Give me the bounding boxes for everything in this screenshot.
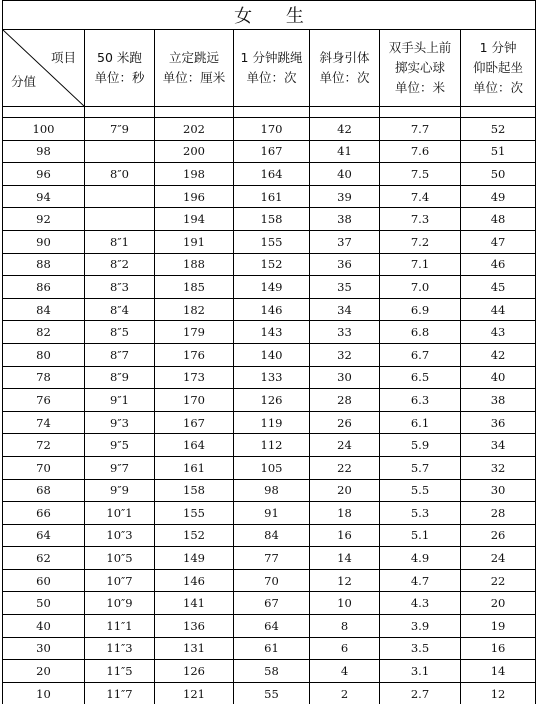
col-header-line: 仰卧起坐	[473, 60, 524, 75]
value-cell: 179	[155, 321, 234, 344]
col-header-line: 1 分钟跳绳	[240, 50, 303, 65]
value-cell: 3.5	[380, 637, 461, 660]
score-cell: 30	[3, 637, 85, 660]
value-cell: 52	[461, 118, 536, 141]
value-cell: 7.4	[380, 185, 461, 208]
value-cell: 26	[461, 524, 536, 547]
value-cell: 51	[461, 140, 536, 163]
value-cell: 67	[234, 592, 310, 615]
value-cell: 167	[155, 411, 234, 434]
table-row	[3, 276, 536, 299]
value-cell: 6.7	[380, 343, 461, 366]
col-header-unit: 单位：次	[246, 70, 297, 85]
value-cell: 14	[461, 660, 536, 683]
table-row	[3, 592, 536, 615]
value-cell: 32	[461, 456, 536, 479]
col-header-line: 立定跳远	[168, 50, 219, 65]
table-row	[3, 343, 536, 366]
col-header-unit: 单位：秒	[94, 70, 145, 85]
value-cell: 30	[310, 366, 380, 389]
value-cell: 8″9	[85, 366, 155, 389]
value-cell: 28	[461, 502, 536, 525]
score-cell: 70	[3, 456, 85, 479]
col-header-line: 双手头上前	[388, 40, 452, 55]
col-header-unit: 单位：米	[394, 80, 445, 95]
value-cell: 6.9	[380, 298, 461, 321]
value-cell: 9″3	[85, 411, 155, 434]
value-cell: 2	[310, 682, 380, 704]
value-cell: 10″1	[85, 502, 155, 525]
score-cell: 96	[3, 163, 85, 186]
value-cell: 30	[461, 479, 536, 502]
value-cell: 18	[310, 502, 380, 525]
value-cell: 141	[155, 592, 234, 615]
value-cell: 8″2	[85, 253, 155, 276]
table-row	[3, 502, 536, 525]
spacer-row	[3, 107, 536, 118]
value-cell	[85, 208, 155, 231]
value-cell: 9″1	[85, 389, 155, 412]
value-cell: 20	[461, 592, 536, 615]
value-cell: 20	[310, 479, 380, 502]
value-cell: 34	[310, 298, 380, 321]
value-cell: 39	[310, 185, 380, 208]
col-header-unit: 单位：次	[319, 70, 370, 85]
value-cell: 58	[234, 660, 310, 683]
value-cell: 161	[155, 456, 234, 479]
diagonal-line	[3, 30, 84, 106]
table-row	[3, 524, 536, 547]
value-cell: 8″3	[85, 276, 155, 299]
value-cell: 164	[234, 163, 310, 186]
value-cell: 11″1	[85, 615, 155, 638]
value-cell	[85, 140, 155, 163]
score-cell: 40	[3, 615, 85, 638]
value-cell: 4.9	[380, 547, 461, 570]
value-cell: 40	[461, 366, 536, 389]
value-cell: 7.7	[380, 118, 461, 141]
spacer-cell	[3, 107, 85, 118]
table-row	[3, 660, 536, 683]
score-cell: 60	[3, 569, 85, 592]
value-cell: 11″5	[85, 660, 155, 683]
value-cell: 8	[310, 615, 380, 638]
col-header-50m	[85, 30, 155, 107]
value-cell: 22	[461, 569, 536, 592]
value-cell: 10″9	[85, 592, 155, 615]
value-cell: 10	[310, 592, 380, 615]
value-cell: 10″3	[85, 524, 155, 547]
value-cell: 196	[155, 185, 234, 208]
table-row	[3, 230, 536, 253]
value-cell: 24	[310, 434, 380, 457]
col-header-incline-pullup	[310, 30, 380, 107]
value-cell: 6.1	[380, 411, 461, 434]
value-cell: 194	[155, 208, 234, 231]
value-cell: 131	[155, 637, 234, 660]
value-cell: 5.5	[380, 479, 461, 502]
col-header-unit: 单位：厘米	[162, 70, 226, 85]
table-row	[3, 411, 536, 434]
value-cell: 7.3	[380, 208, 461, 231]
value-cell: 61	[234, 637, 310, 660]
value-cell: 4.7	[380, 569, 461, 592]
value-cell: 185	[155, 276, 234, 299]
spacer-cell	[155, 107, 234, 118]
value-cell: 149	[234, 276, 310, 299]
table-row	[3, 434, 536, 457]
score-cell: 98	[3, 140, 85, 163]
score-cell: 66	[3, 502, 85, 525]
value-cell: 149	[155, 547, 234, 570]
value-cell: 38	[310, 208, 380, 231]
value-cell: 98	[234, 479, 310, 502]
value-cell: 70	[234, 569, 310, 592]
value-cell: 158	[234, 208, 310, 231]
table-row	[3, 456, 536, 479]
value-cell: 143	[234, 321, 310, 344]
value-cell: 28	[310, 389, 380, 412]
value-cell: 34	[461, 434, 536, 457]
table-title	[3, 1, 536, 30]
value-cell: 8″4	[85, 298, 155, 321]
value-cell: 7.6	[380, 140, 461, 163]
col-header-line: 斜身引体	[319, 50, 370, 65]
value-cell: 44	[461, 298, 536, 321]
value-cell: 6.3	[380, 389, 461, 412]
col-header-situps	[461, 30, 536, 107]
value-cell: 35	[310, 276, 380, 299]
value-cell: 50	[461, 163, 536, 186]
table-row	[3, 682, 536, 704]
col-header-ball-throw	[380, 30, 461, 107]
score-cell: 92	[3, 208, 85, 231]
value-cell: 133	[234, 366, 310, 389]
score-cell: 84	[3, 298, 85, 321]
table-body	[3, 118, 536, 705]
table-row	[3, 479, 536, 502]
score-cell: 50	[3, 592, 85, 615]
spacer-cell	[461, 107, 536, 118]
value-cell: 6.5	[380, 366, 461, 389]
score-cell: 72	[3, 434, 85, 457]
col-header-long-jump	[155, 30, 234, 107]
value-cell: 91	[234, 502, 310, 525]
value-cell: 4	[310, 660, 380, 683]
value-cell: 200	[155, 140, 234, 163]
score-cell: 82	[3, 321, 85, 344]
table-row	[3, 637, 536, 660]
value-cell: 16	[461, 637, 536, 660]
value-cell: 198	[155, 163, 234, 186]
value-cell: 126	[234, 389, 310, 412]
value-cell: 49	[461, 185, 536, 208]
value-cell: 24	[461, 547, 536, 570]
spacer-cell	[380, 107, 461, 118]
score-cell: 76	[3, 389, 85, 412]
value-cell: 202	[155, 118, 234, 141]
score-cell: 86	[3, 276, 85, 299]
value-cell: 170	[155, 389, 234, 412]
value-cell: 5.9	[380, 434, 461, 457]
value-cell: 36	[310, 253, 380, 276]
value-cell: 7.2	[380, 230, 461, 253]
spacer-cell	[234, 107, 310, 118]
score-cell: 88	[3, 253, 85, 276]
value-cell: 6	[310, 637, 380, 660]
table-row	[3, 615, 536, 638]
value-cell: 119	[234, 411, 310, 434]
value-cell: 2.7	[380, 682, 461, 704]
value-cell: 191	[155, 230, 234, 253]
value-cell: 173	[155, 366, 234, 389]
value-cell: 136	[155, 615, 234, 638]
score-cell: 68	[3, 479, 85, 502]
value-cell: 84	[234, 524, 310, 547]
value-cell: 3.1	[380, 660, 461, 683]
value-cell: 5.3	[380, 502, 461, 525]
score-cell: 62	[3, 547, 85, 570]
value-cell: 9″5	[85, 434, 155, 457]
value-cell: 126	[155, 660, 234, 683]
value-cell: 6.8	[380, 321, 461, 344]
value-cell: 7.1	[380, 253, 461, 276]
table-row	[3, 185, 536, 208]
value-cell: 36	[461, 411, 536, 434]
value-cell: 48	[461, 208, 536, 231]
table-row	[3, 366, 536, 389]
col-header-line: 1 分钟	[479, 40, 517, 55]
value-cell: 170	[234, 118, 310, 141]
corner-score-label: 分值	[11, 74, 37, 89]
score-cell: 80	[3, 343, 85, 366]
value-cell: 41	[310, 140, 380, 163]
value-cell: 14	[310, 547, 380, 570]
value-cell: 11″3	[85, 637, 155, 660]
table-row	[3, 253, 536, 276]
score-cell: 78	[3, 366, 85, 389]
corner-header	[3, 30, 85, 107]
value-cell: 47	[461, 230, 536, 253]
value-cell: 77	[234, 547, 310, 570]
value-cell: 9″7	[85, 456, 155, 479]
col-header-unit: 单位：次	[473, 80, 524, 95]
value-cell: 10″7	[85, 569, 155, 592]
value-cell: 155	[155, 502, 234, 525]
col-header-line: 掷实心球	[394, 60, 445, 75]
value-cell: 12	[461, 682, 536, 704]
value-cell: 12	[310, 569, 380, 592]
table-row	[3, 118, 536, 141]
value-cell: 105	[234, 456, 310, 479]
value-cell: 161	[234, 185, 310, 208]
table-row	[3, 389, 536, 412]
value-cell: 40	[310, 163, 380, 186]
table-row	[3, 163, 536, 186]
value-cell: 42	[461, 343, 536, 366]
value-cell: 5.1	[380, 524, 461, 547]
title-row	[3, 1, 536, 30]
value-cell: 38	[461, 389, 536, 412]
table-row	[3, 208, 536, 231]
value-cell: 5.7	[380, 456, 461, 479]
table-row	[3, 547, 536, 570]
value-cell: 152	[155, 524, 234, 547]
corner-item-label: 项目	[50, 50, 76, 65]
value-cell: 176	[155, 343, 234, 366]
col-header-line: 50 米跑	[97, 50, 142, 65]
header-row	[3, 30, 536, 107]
value-cell	[85, 185, 155, 208]
spacer-cell	[85, 107, 155, 118]
value-cell: 46	[461, 253, 536, 276]
value-cell: 8″1	[85, 230, 155, 253]
value-cell: 10″5	[85, 547, 155, 570]
value-cell: 8″0	[85, 163, 155, 186]
score-cell: 74	[3, 411, 85, 434]
value-cell: 9″9	[85, 479, 155, 502]
table-row	[3, 321, 536, 344]
value-cell: 7.0	[380, 276, 461, 299]
table-row	[3, 298, 536, 321]
value-cell: 7″9	[85, 118, 155, 141]
value-cell: 4.3	[380, 592, 461, 615]
value-cell: 146	[155, 569, 234, 592]
col-header-rope-skip	[234, 30, 310, 107]
value-cell: 37	[310, 230, 380, 253]
value-cell: 16	[310, 524, 380, 547]
value-cell: 11″7	[85, 682, 155, 704]
value-cell: 22	[310, 456, 380, 479]
score-cell: 10	[3, 682, 85, 704]
value-cell: 182	[155, 298, 234, 321]
value-cell: 43	[461, 321, 536, 344]
value-cell: 7.5	[380, 163, 461, 186]
table-title-text: 女 生	[234, 6, 318, 27]
value-cell: 3.9	[380, 615, 461, 638]
table-row	[3, 140, 536, 163]
score-cell: 100	[3, 118, 85, 141]
score-cell: 64	[3, 524, 85, 547]
score-cell: 90	[3, 230, 85, 253]
spacer-cell	[310, 107, 380, 118]
value-cell: 152	[234, 253, 310, 276]
value-cell: 140	[234, 343, 310, 366]
value-cell: 42	[310, 118, 380, 141]
value-cell: 188	[155, 253, 234, 276]
value-cell: 8″5	[85, 321, 155, 344]
value-cell: 146	[234, 298, 310, 321]
value-cell: 64	[234, 615, 310, 638]
value-cell: 164	[155, 434, 234, 457]
value-cell: 167	[234, 140, 310, 163]
value-cell: 158	[155, 479, 234, 502]
value-cell: 45	[461, 276, 536, 299]
value-cell: 19	[461, 615, 536, 638]
value-cell: 8″7	[85, 343, 155, 366]
table-row	[3, 569, 536, 592]
value-cell: 26	[310, 411, 380, 434]
score-cell: 20	[3, 660, 85, 683]
value-cell: 112	[234, 434, 310, 457]
value-cell: 155	[234, 230, 310, 253]
score-cell: 94	[3, 185, 85, 208]
value-cell: 33	[310, 321, 380, 344]
score-table	[2, 0, 536, 704]
value-cell: 55	[234, 682, 310, 704]
value-cell: 32	[310, 343, 380, 366]
value-cell: 121	[155, 682, 234, 704]
